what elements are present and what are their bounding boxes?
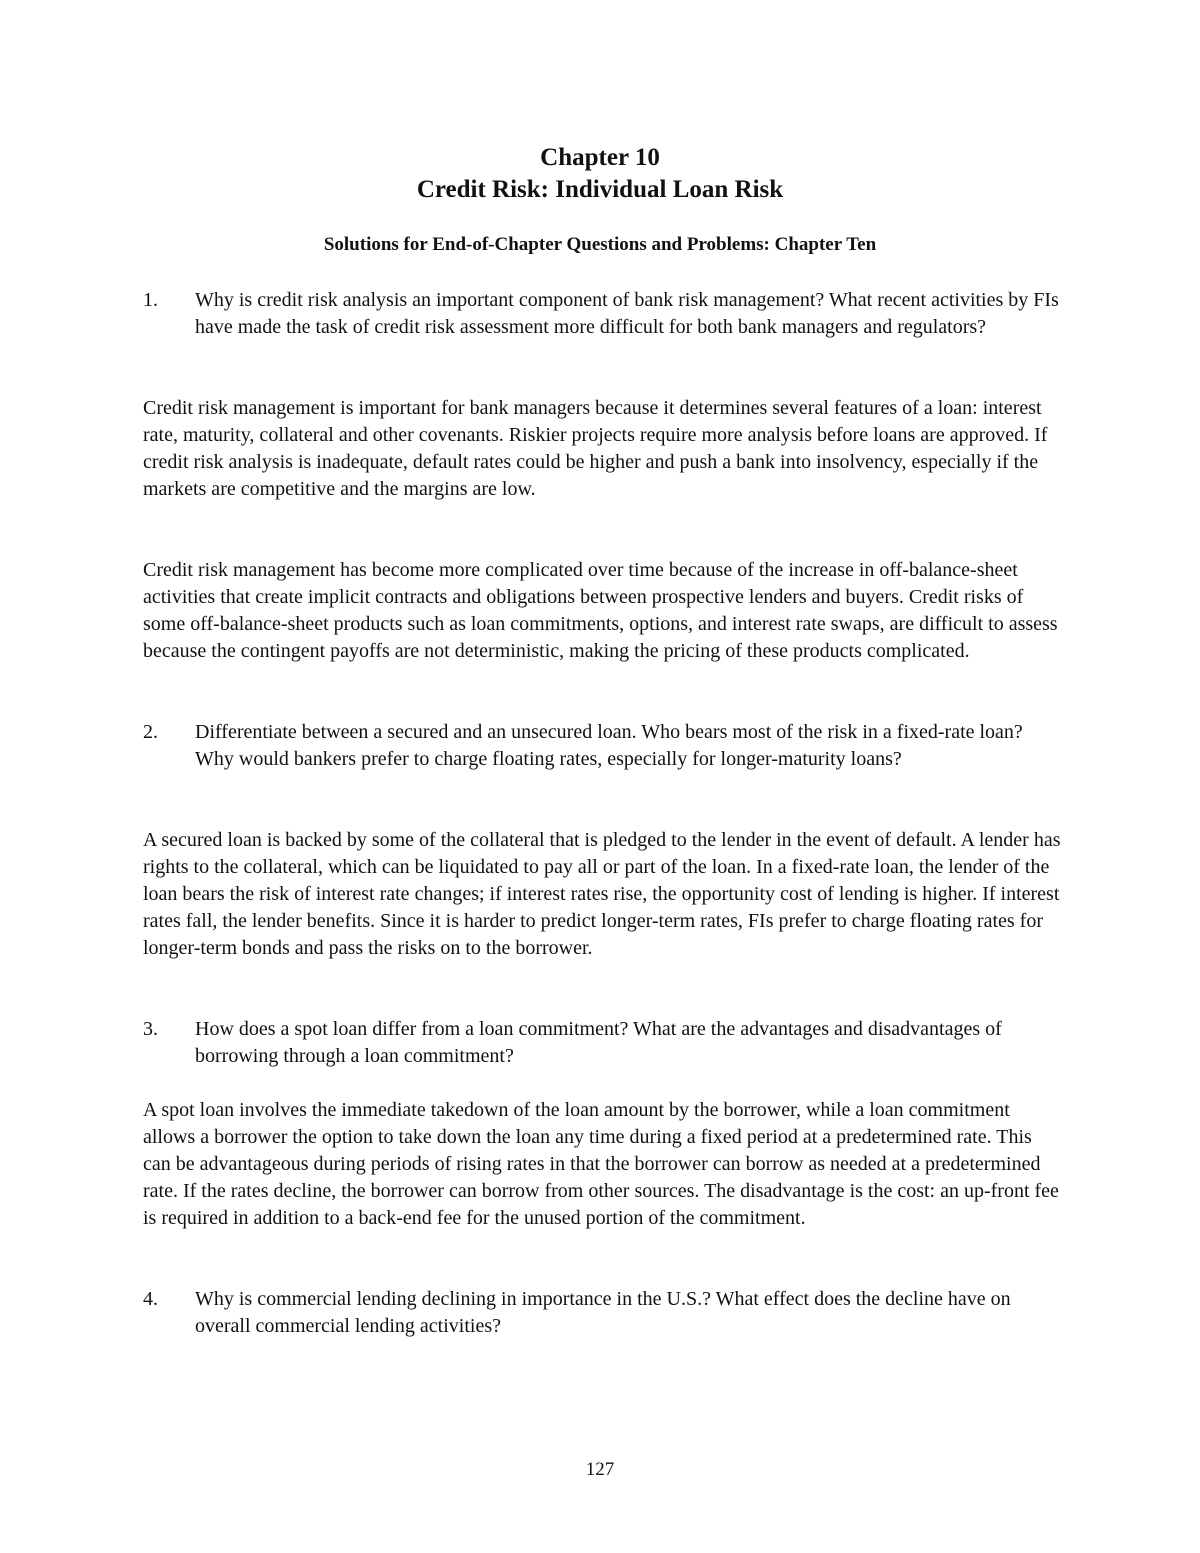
question-number: 3. (143, 1018, 158, 1040)
section-subtitle: Solutions for End-of-Chapter Questions and Problems: Chapter Ten (323, 234, 877, 255)
question-2 (143, 719, 1063, 773)
chapter-number: Chapter 10 (540, 144, 660, 171)
answer-2-paragraph-1: A secured loan is backed by some of the collateral that is pledged to the lender in the event of default. A lender has rights to the collateral, which can be liquidated to pay all or part of the loan. In a fixed-rate loan, the lender of the loan bears the risk of interest rate changes; if interest rates rise, the opportunity cost of lending is higher. If interest rates fall, the lender benefits. Since it is harder to predict longer-term rates, FIs prefer to charge floating rates for longer-term bonds and pass the risks on to the borrower. (143, 829, 1061, 959)
chapter-title: Credit Risk: Individual Loan Risk (416, 176, 784, 203)
question-number: 2. (143, 721, 158, 743)
answer-3-paragraph-1: A spot loan involves the immediate takedown of the loan amount by the borrower, while a loan commitment allows a borrower the option to take down the loan any time during a fixed period at a predetermined rate. This can be advantageous during periods of rising rates in that the borrower can borrow as needed at a predetermined rate. If the rates decline, the borrower can borrow from other sources. The disadvantage is the cost: an up-front fee is required in addition to a back-end fee for the unused portion of the commitment. (143, 1099, 1059, 1229)
question-text: Why is credit risk analysis an important component of bank risk management? What recent activities by FIs have made the task of credit risk assessment more difficult for both bank managers and regulators? (195, 289, 1059, 338)
question-text: How does a spot loan differ from a loan commitment? What are the advantages and disadvantages of borrowing through a loan commitment? (195, 1018, 1002, 1067)
question-text: Why is commercial lending declining in importance in the U.S.? What effect does the decline have on overall commercial lending activities? (195, 1288, 1011, 1337)
question-text: Differentiate between a secured and an unsecured loan. Who bears most of the risk in a fixed-rate loan? Why would bankers prefer to charge floating rates, especially for longer-maturity loans? (195, 721, 1023, 770)
question-1 (143, 287, 1063, 341)
question-4 (143, 1286, 1063, 1340)
question-number: 1. (143, 289, 158, 311)
answer-1-paragraph-2: Credit risk management has become more complicated over time because of the increase in off-balance-sheet activities that create implicit contracts and obligations between prospective lenders and buyers. Credit risks of some off-balance-sheet products such as loan commitments, options, and interest rate swaps, are difficult to assess because the contingent payoffs are not deterministic, making the pricing of these products complicated. (143, 559, 1058, 662)
page-number: 127 (585, 1459, 615, 1480)
question-3 (143, 1016, 1063, 1070)
answer-1-paragraph-1: Credit risk management is important for bank managers because it determines several features of a loan: interest rate, maturity, collateral and other covenants. Riskier projects require more analysis before loans are approved. If credit risk analysis is inadequate, default rates could be higher and push a bank into insolvency, especially if the markets are competitive and the margins are low. (143, 397, 1048, 500)
question-number: 4. (143, 1288, 158, 1310)
